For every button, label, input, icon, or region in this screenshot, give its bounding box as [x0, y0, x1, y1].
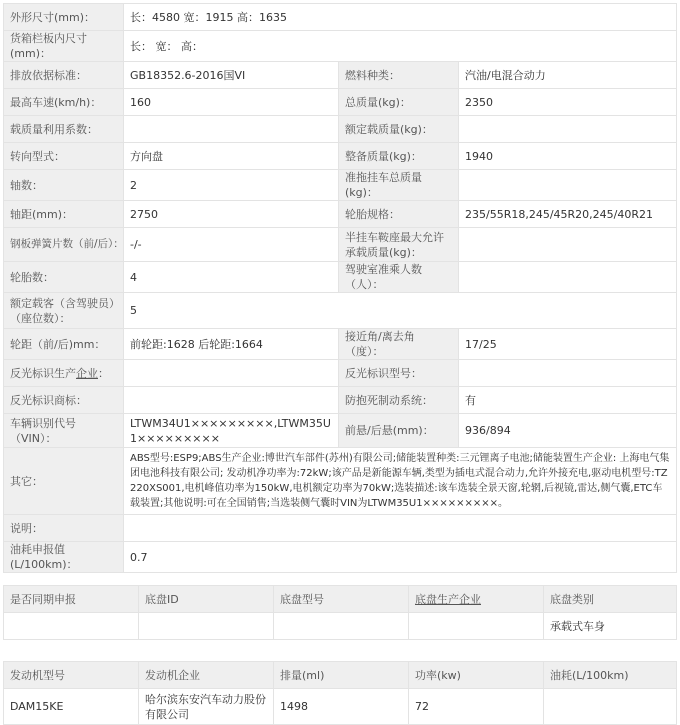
- cargo-dims-label: 货箱栏板内尺寸(mm)：: [4, 31, 124, 62]
- engine-header-maker: 发动机企业: [139, 662, 274, 689]
- tire-count-value: 4: [124, 262, 339, 293]
- emission-value: GB18352.6-2016国VI: [124, 62, 339, 89]
- fuel-type-value: 汽油/电混合动力: [459, 62, 677, 89]
- chassis-table: [3, 585, 677, 640]
- overhang-value: 936/894: [459, 414, 677, 448]
- chassis-cell-type: 承载式车身: [544, 613, 677, 640]
- tire-spec-label: 轮胎规格：: [339, 201, 459, 228]
- fuel-declared-value: 0.7: [124, 542, 677, 573]
- spec-row: [4, 414, 677, 448]
- other-value: ABS型号:ESP9;ABS生产企业:博世汽车部件(苏州)有限公司;储能装置种类:三元锂离子电池;储能装置生产企业: 上海电气集团电池科技有限公司; 发动机净功率为:72kW;该产品是新能源车辆,类型为插电式混合动力,允许外接充电,驱动电机型号:TZ220XS001,电机峰值功率为150kW,电机额定功率为70kW;选装描述:该车选装全景天窗,轮辋,后视镜,雷达,侧气囊,ETC车载装置;其他说明:可在全国销售;当选装侧气囊时VIN为LTWM35U1×××××××××。: [124, 448, 677, 515]
- chassis-header-model: 底盘型号: [274, 586, 409, 613]
- chassis-header-id: 底盘ID: [139, 586, 274, 613]
- dimensions-value: 长：4580 宽：1915 高：1635: [124, 4, 677, 31]
- leaf-springs-value: -/-: [124, 228, 339, 262]
- track-value: 前轮距:1628 后轮距:1664: [124, 329, 339, 360]
- engine-cell-displacement: 1498: [274, 689, 409, 725]
- tire-count-label: 轮胎数：: [4, 262, 124, 293]
- notes-value: [124, 515, 677, 542]
- spec-row: [4, 293, 677, 329]
- spec-row-cargo-dims: [4, 31, 677, 62]
- chassis-cell-maker: [409, 613, 544, 640]
- chassis-header-type: 底盘类别: [544, 586, 677, 613]
- other-label: 其它：: [4, 448, 124, 515]
- spec-row: [4, 89, 677, 116]
- axles-label: 轴数：: [4, 170, 124, 201]
- chassis-cell-model: [274, 613, 409, 640]
- load-util-label: 载质量利用系数：: [4, 116, 124, 143]
- spec-row-fuel-declared: [4, 542, 677, 573]
- angles-value: 17/25: [459, 329, 677, 360]
- emission-label: 排放依据标准：: [4, 62, 124, 89]
- axles-value: 2: [124, 170, 339, 201]
- load-util-value: [124, 116, 339, 143]
- rated-load-label: 额定载质量(kg)：: [339, 116, 459, 143]
- engine-table: [3, 661, 677, 725]
- reflect-brand-label: 反光标识商标：: [4, 387, 124, 414]
- spec-row: [4, 329, 677, 360]
- reflect-maker-label-colon: ：: [98, 366, 109, 380]
- fuel-type-label: 燃料种类：: [339, 62, 459, 89]
- spec-row: [4, 387, 677, 414]
- steering-value: 方向盘: [124, 143, 339, 170]
- vin-value: LTWM34U1×××××××××,LTWM35U1×××××××××: [124, 414, 339, 448]
- spec-row: [4, 201, 677, 228]
- curb-weight-value: 1940: [459, 143, 677, 170]
- abs-value: 有: [459, 387, 677, 414]
- chassis-header-row: [4, 586, 677, 613]
- reflect-maker-label: [4, 360, 124, 387]
- chassis-header-maker-link[interactable]: 底盘生产企业: [415, 592, 481, 606]
- spec-row: [4, 262, 677, 293]
- trailer-mass-label: 准拖挂车总质量(kg)：: [339, 170, 459, 201]
- vin-label: 车辆识别代号（VIN）：: [4, 414, 124, 448]
- engine-row: [4, 689, 677, 725]
- tire-spec-value: 235/55R18,245/45R20,245/40R21: [459, 201, 677, 228]
- engine-header-displacement: 排量(ml): [274, 662, 409, 689]
- overhang-label: 前悬/后悬(mm)：: [339, 414, 459, 448]
- total-mass-label: 总质量(kg)：: [339, 89, 459, 116]
- leaf-springs-label: 钢板弹簧片数（前/后）：: [4, 228, 124, 262]
- spec-row-other: [4, 448, 677, 515]
- reflect-brand-value: [124, 387, 339, 414]
- engine-header-model: 发动机型号: [4, 662, 139, 689]
- chassis-cell-id: [139, 613, 274, 640]
- spec-row: [4, 360, 677, 387]
- reflect-maker-label-text: 反光标识生产: [10, 366, 76, 380]
- spec-row: [4, 170, 677, 201]
- track-label: 轮距（前/后)mm：: [4, 329, 124, 360]
- engine-header-fuel: 油耗(L/100km): [544, 662, 677, 689]
- engine-cell-power: 72: [409, 689, 544, 725]
- spec-row: [4, 143, 677, 170]
- chassis-row: [4, 613, 677, 640]
- engine-cell-fuel: [544, 689, 677, 725]
- engine-header-power: 功率(kw): [409, 662, 544, 689]
- engine-cell-model: DAM15KE: [4, 689, 139, 725]
- notes-label: 说明：: [4, 515, 124, 542]
- spec-row: [4, 228, 677, 262]
- wheelbase-label: 轴距(mm)：: [4, 201, 124, 228]
- max-speed-value: 160: [124, 89, 339, 116]
- reflect-model-label: 反光标识型号：: [339, 360, 459, 387]
- spec-row-dimensions: [4, 4, 677, 31]
- reflect-maker-value: [124, 360, 339, 387]
- saddle-load-value: [459, 228, 677, 262]
- rated-load-value: [459, 116, 677, 143]
- chassis-header-same-period: 是否同期申报: [4, 586, 139, 613]
- curb-weight-label: 整备质量(kg)：: [339, 143, 459, 170]
- spec-row: [4, 116, 677, 143]
- steering-label: 转向型式：: [4, 143, 124, 170]
- trailer-mass-value: [459, 170, 677, 201]
- reflect-maker-label-link[interactable]: 企业: [76, 366, 98, 380]
- chassis-cell-same-period: [4, 613, 139, 640]
- chassis-header-maker: [409, 586, 544, 613]
- engine-header-row: [4, 662, 677, 689]
- seats-label: 额定载客（含驾驶员）（座位数）：: [4, 293, 124, 329]
- fuel-declared-label: 油耗申报值(L/100km)：: [4, 542, 124, 573]
- spec-row: [4, 62, 677, 89]
- reflect-model-value: [459, 360, 677, 387]
- cargo-dims-value: 长： 宽： 高：: [124, 31, 677, 62]
- dimensions-label: 外形尺寸(mm)：: [4, 4, 124, 31]
- wheelbase-value: 2750: [124, 201, 339, 228]
- vehicle-spec-table: [3, 3, 677, 573]
- angles-label: 接近角/离去角（度）：: [339, 329, 459, 360]
- cab-passengers-value: [459, 262, 677, 293]
- abs-label: 防抱死制动系统：: [339, 387, 459, 414]
- max-speed-label: 最高车速(km/h)：: [4, 89, 124, 116]
- seats-value: 5: [124, 293, 677, 329]
- cab-passengers-label: 驾驶室准乘人数（人）：: [339, 262, 459, 293]
- saddle-load-label: 半挂车鞍座最大允许承载质量(kg)：: [339, 228, 459, 262]
- spec-row-notes: [4, 515, 677, 542]
- engine-cell-maker: 哈尔滨东安汽车动力股份有限公司: [139, 689, 274, 725]
- total-mass-value: 2350: [459, 89, 677, 116]
